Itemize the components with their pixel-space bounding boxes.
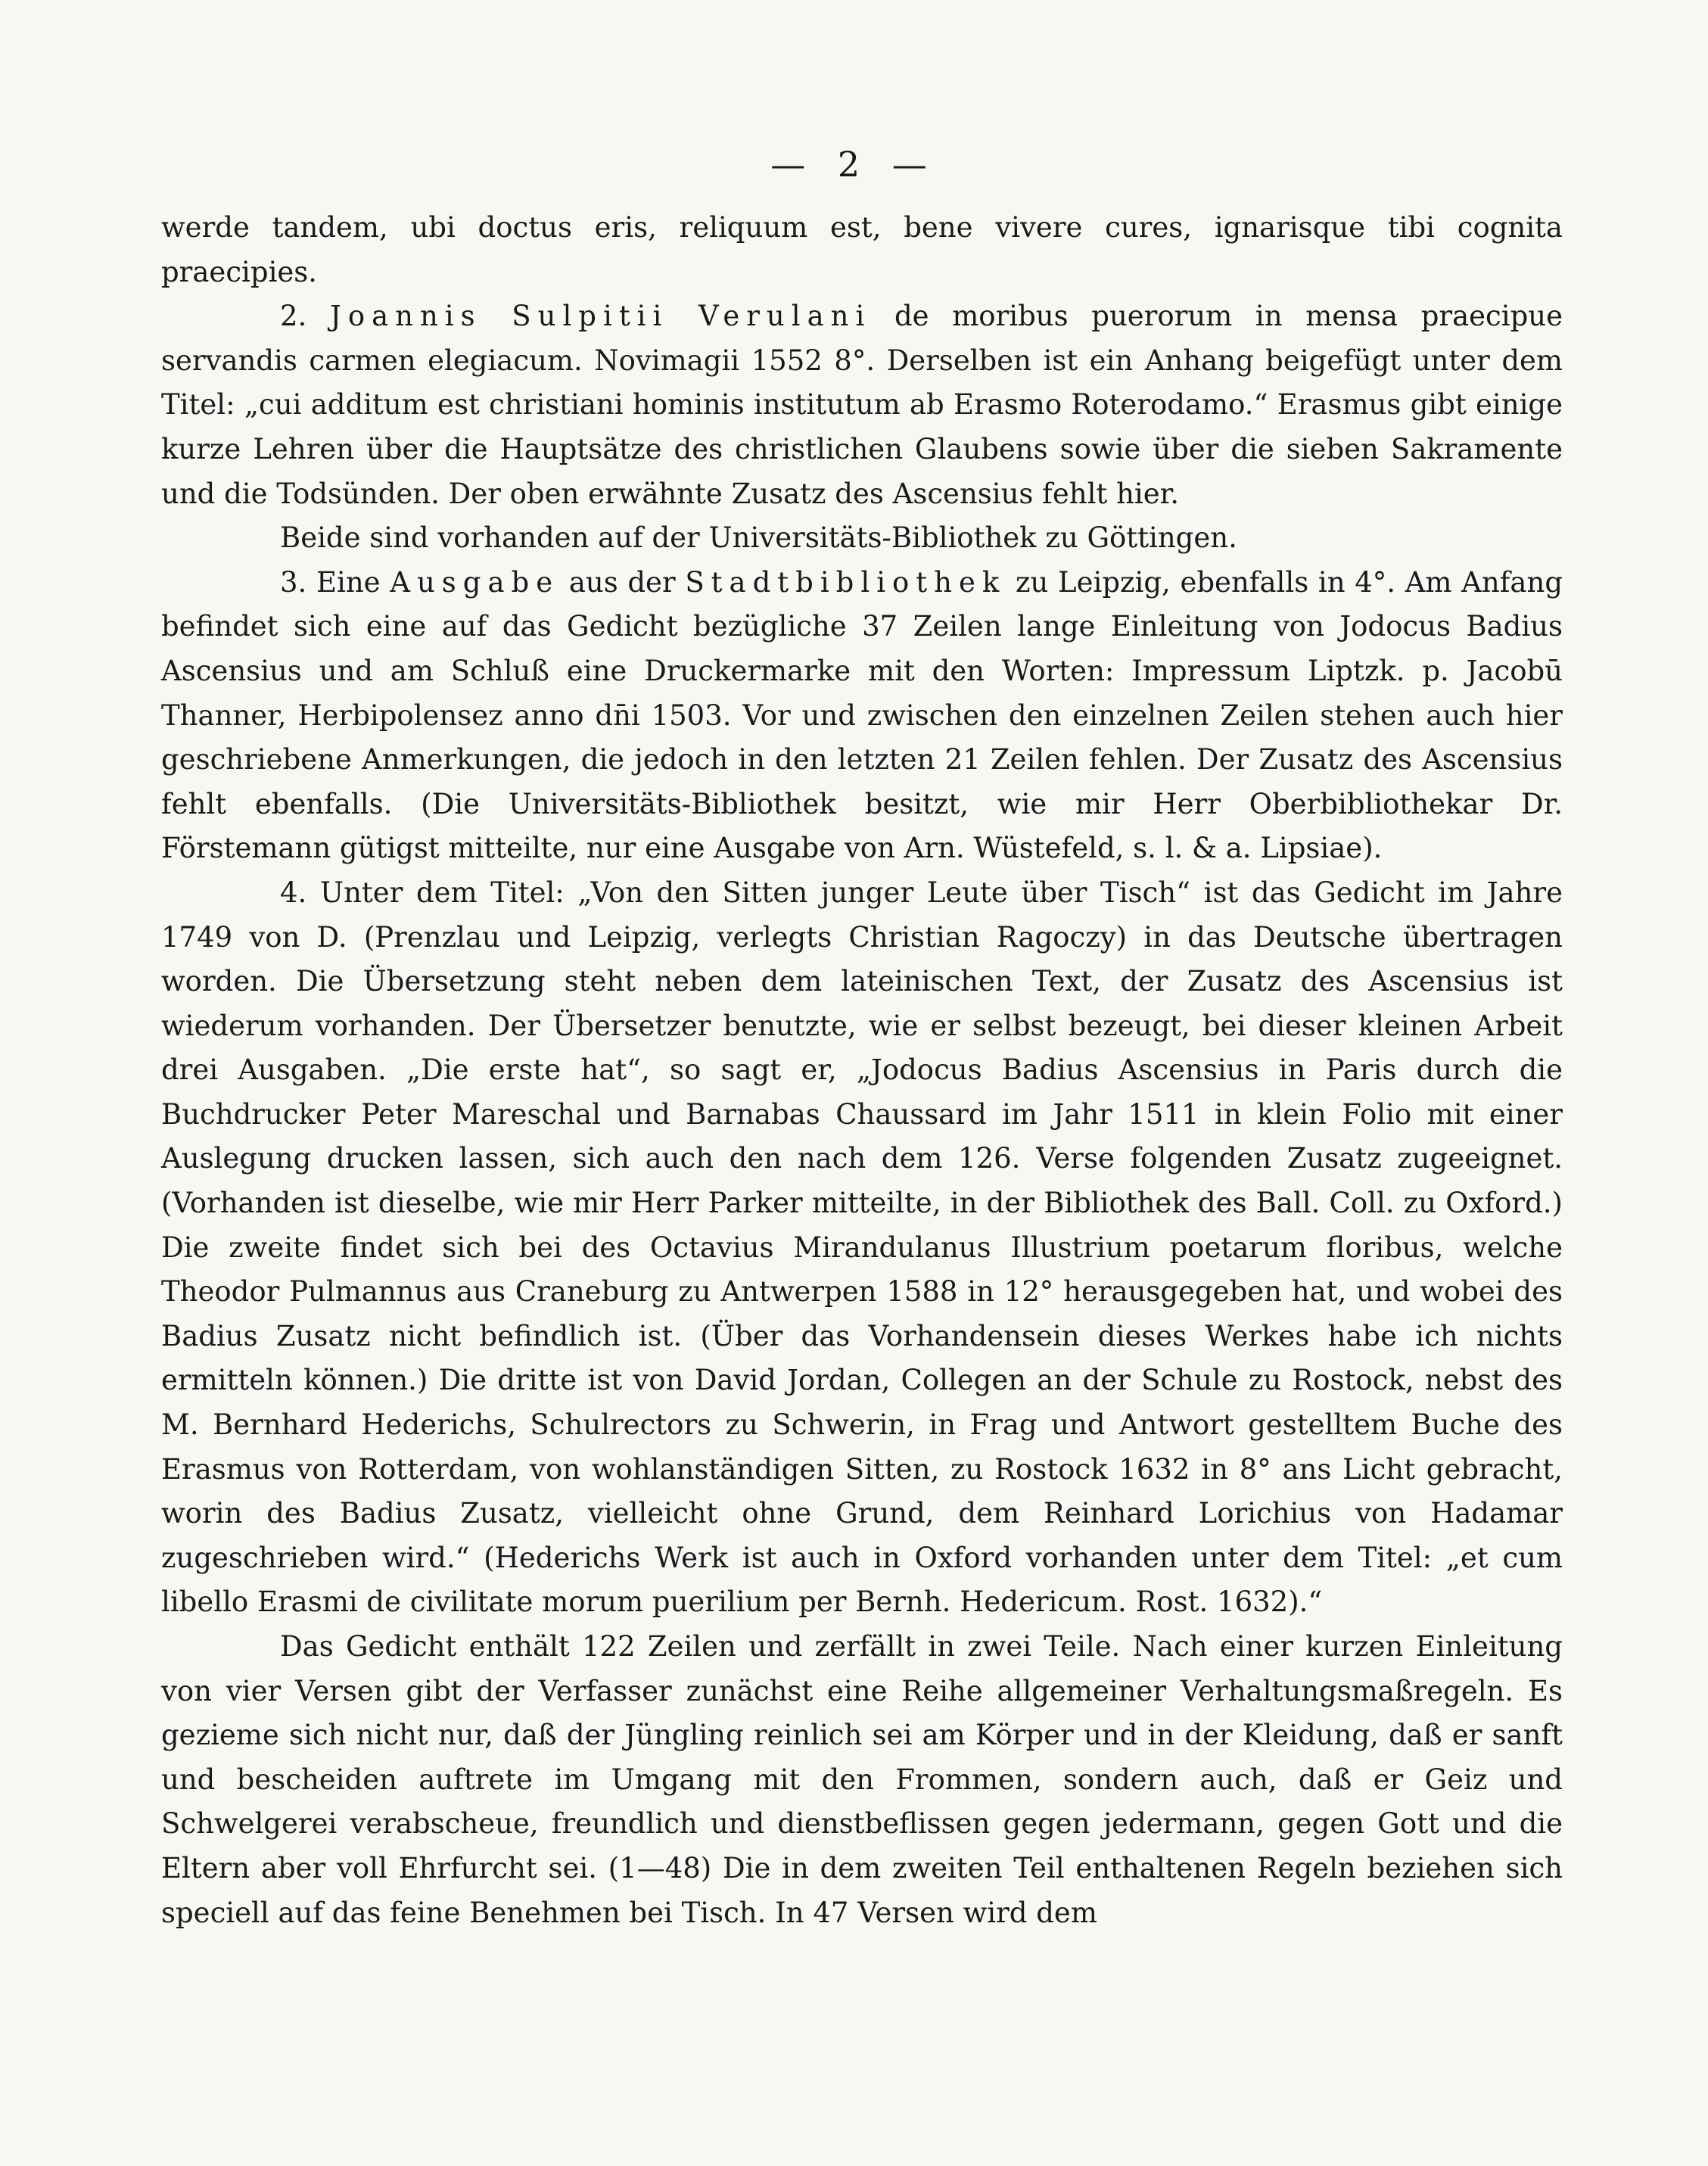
paragraph-4-spaced-stadtbibliothek: Stadtbibliothek [685,565,1006,599]
paragraph-4 [161,561,1563,871]
page-number: — 2 — [770,144,938,185]
paragraph-3: Beide sind vorhanden auf der Universitäts-Bibliothek zu Göttingen. [280,521,1237,555]
paragraph-5: 4. Unter dem Titel: „Von den Sitten junger Leute über Tisch“ ist das Gedicht im Jahre 1749 von D. (Prenzlau und Leipzig, verlegts Christian Ragoczy) in das Deutsche übertragen worden. Die Übersetzung steht neben dem lateinischen Text, der Zusatz des Ascensius ist wiederum vorhanden. Der Übersetzer benutzte, wie er selbst bezeugt, bei dieser kleinen Arbeit drei Ausgaben. „Die erste hat“, so sagt er, „Jodocus Badius Ascensius in Paris durch die Buchdrucker Peter Mareschal und Barnabas Chaussard im Jahr 1511 in klein Folio mit einer Auslegung drucken lassen, sich auch den nach dem 126. Verse folgenden Zusatz zugeeignet. (Vorhanden ist dieselbe, wie mir Herr Parker mitteilte, in der Bibliothek des Ball. Coll. zu Oxford.) Die zweite findet sich bei des Octavius Mirandulanus Illustrium poetarum floribus, welche Theodor Pulmannus aus Craneburg zu Antwerpen 1588 in 12° herausgegeben hat, und wobei des Badius Zusatz nicht befindlich ist. (Über das Vorhandensein dieses Werkes habe ich nichts ermitteln können.) Die dritte ist von David Jordan, Collegen an der Schule zu Rostock, nebst des M. Bernhard Hederichs, Schulrectors zu Schwerin, in Frag und Antwort gestelltem Buche des Erasmus von Rotterdam, von wohlanständigen Sitten, zu Rostock 1632 in 8° ans Licht gebracht, worin des Badius Zusatz, vielleicht ohne Grund, dem Reinhard Lorichius von Hadamar zugeschrieben wird.“ (Hederichs Werk ist auch in Oxford vorhanden unter dem Titel: „et cum libello Erasmi de civilitate morum puerilium per Bernh. Hedericum. Rost. 1632).“ [161,876,1563,1619]
paragraph-6: Das Gedicht enthält 122 Zeilen und zerfällt in zwei Teile. Nach einer kurzen Einleitung von vier Versen gibt der Verfasser zunächst eine Reihe allgemeiner Verhaltungsmaßregeln. Es gezieme sich nicht nur, daß der Jüngling reinlich sei am Körper und in der Kleidung, daß er sanft und bescheiden auftrete im Umgang mit den Frommen, sondern auch, daß er Geiz und Schwelgerei verabscheue, freundlich und dienstbeflissen gegen jedermann, gegen Gott und die Eltern aber voll Ehrfurcht sei. (1—48) Die in dem zweiten Teil enthaltenen Regeln beziehen sich speciell auf das feine Benehmen bei Tisch. In 47 Versen wird dem [161,1630,1563,1929]
paragraph-2-author: Joannis Sulpitii Verulani [329,300,872,333]
paragraph-4-body: zu Leipzig, ebenfalls in 4°. Am Anfang befindet sich eine auf das Gedicht bezügliche 37 Zeilen lange Einleitung von Jodocus Badius Ascensius und am Schluß eine Druckermarke mit den Worten: Impressum Liptzk. p. Jacobū Thanner, Herbipolensez anno dn̄i 1503. Vor und zwischen den einzelnen Zeilen stehen auch hier geschriebene Anmerkungen, die jedoch in den letzten 21 Zeilen fehlen. Der Zusatz des Ascensius fehlt ebenfalls. (Die Universitäts-Bibliothek besitzt, wie mir Herr Oberbibliothekar Dr. Förstemann gütigst mitteilte, nur eine Ausgabe von Arn. Wüstefeld, s. l. & a. Lipsiae). [161,565,1563,865]
paragraph-2 [161,294,1563,516]
body-text [161,206,1563,1935]
paragraph-2-number: 2. [280,300,307,333]
paragraph-4-lead: 3. Eine [280,565,381,599]
paragraph-4-spaced-ausgabe: Ausgabe [390,565,560,599]
paragraph-1: werde tandem, ubi doctus eris, reliquum est, bene vivere cures, ignarisque tibi cognita praecipies. [161,211,1563,288]
paragraph-4-mid: aus der [568,565,676,599]
paragraph-2-body: de moribus puerorum in mensa praecipue servandis carmen elegiacum. Novimagii 1552 8°. Derselben ist ein Anhang beigefügt unter dem Titel: „cui additum est christiani hominis institutum ab Erasmo Roterodamo.“ Erasmus gibt einige kurze Lehren über die Hauptsätze des christlichen Glaubens sowie über die sieben Sakramente und die Todsünden. Der oben erwähnte Zusatz des Ascensius fehlt hier. [161,300,1563,510]
